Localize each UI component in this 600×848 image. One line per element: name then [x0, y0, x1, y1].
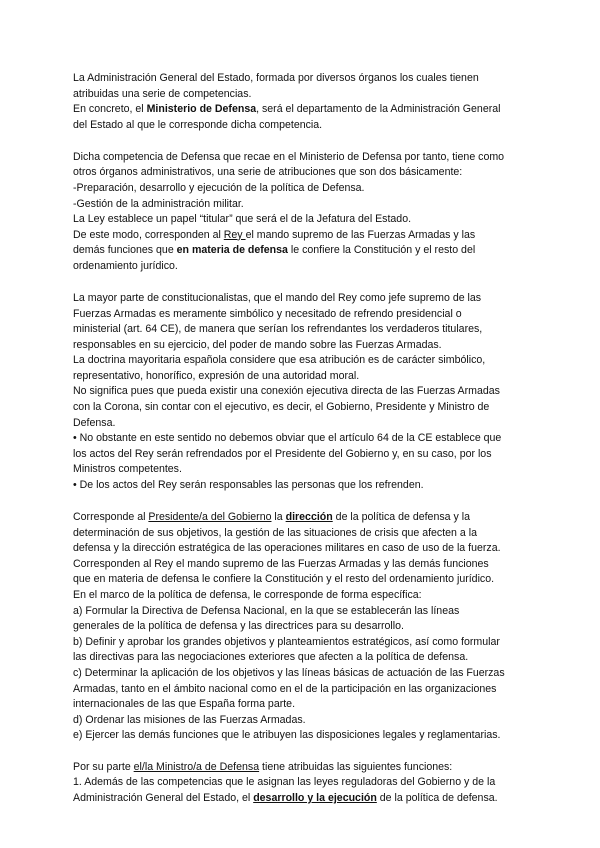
paragraph-gap [73, 494, 533, 510]
paragraph-presidente [73, 510, 533, 744]
text-line: internacionales de las que España forma parte. [73, 698, 296, 711]
text-line: del Estado al que le corresponde dicha competencia. [73, 118, 323, 131]
document-page [73, 71, 533, 806]
list-item-line: e) Ejercer las demás funciones que le atribuyen las disposiciones legales y reglamentarias. [73, 729, 501, 742]
list-item-line: c) Determinar la aplicación de los objetivos y las líneas básicas de actuación de las Fuerzas [73, 666, 505, 679]
paragraph-administracion [73, 71, 533, 133]
text-line: La doctrina mayoritaria española considere que esa atribución es de carácter simbólico, [73, 354, 486, 367]
text-line: -Gestión de la administración militar. [73, 197, 244, 210]
text-line: con la Corona, sin contar con el ejecutivo, es decir, el Gobierno, Presidente y Ministro de [73, 401, 490, 414]
text-run: la [271, 511, 286, 524]
paragraph-gap [73, 744, 533, 760]
underlined-presidente: Presidente/a del Gobierno [148, 511, 272, 524]
text-run: le confiere la Constitución y el resto del [287, 244, 476, 257]
bold-underlined-direccion: dirección [285, 511, 333, 524]
text-run: de la política de defensa y la [332, 511, 470, 524]
text-run: En concreto, el [73, 103, 147, 116]
list-item-line: 1. Además de las competencias que le asignan las leyes reguladoras del Gobierno y de la [73, 776, 496, 789]
bold-materia-defensa: en materia de defensa [176, 244, 288, 257]
paragraph-ministro [73, 760, 533, 807]
text-line: los actos del Rey serán refrendados por el Presidente del Gobierno y, en su caso, por los [73, 447, 492, 460]
list-item-line: d) Ordenar las misiones de las Fuerzas Armadas. [73, 713, 306, 726]
text-line [73, 243, 533, 259]
text-line: La Administración General del Estado, formada por diversos órganos los cuales tienen [73, 72, 479, 84]
text-line: La Ley establece un papel “titular” que será el de la Jefatura del Estado. [73, 213, 412, 226]
bold-ministerio-defensa: Ministerio de Defensa [146, 103, 257, 116]
paragraph-gap [73, 133, 533, 149]
list-item-line: b) Definir y aprobar los grandes objetivos y planteamientos estratégicos, así como formular [73, 635, 500, 648]
text-line: ministerial (art. 64 CE), de manera que serían los refrendantes los verdaderos titulares, [73, 323, 483, 336]
text-run: de la política de defensa. [376, 791, 498, 804]
text-run: , será el departamento de la Administración General [256, 103, 501, 116]
text-run: Por su parte [73, 760, 134, 773]
text-line: En el marco de la política de defensa, le corresponde de forma específica: [73, 588, 422, 601]
paragraph-gap [73, 275, 533, 291]
text-line [73, 510, 533, 526]
text-run: demás funciones que [73, 244, 177, 257]
text-line: ordenamiento jurídico. [73, 259, 178, 272]
underlined-rey: Rey [223, 228, 246, 241]
text-run: Corresponde al [73, 511, 149, 524]
paragraph-constitucionalistas [73, 291, 533, 494]
text-line: responsables en su ejercicio, del poder de mando sobre las Fuerzas Armadas. [73, 338, 442, 351]
text-line: -Preparación, desarrollo y ejecución de la política de Defensa. [73, 181, 365, 194]
text-line [73, 228, 533, 244]
bullet-line: • De los actos del Rey serán responsables las personas que los refrenden. [73, 479, 424, 492]
text-line: determinación de sus objetivos, la gestión de las situaciones de crisis que afecten a la [73, 526, 477, 539]
text-run: el mando supremo de las Fuerzas Armadas y las [245, 228, 476, 241]
list-item-line: a) Formular la Directiva de Defensa Nacional, en la que se establecerán las líneas [73, 604, 460, 617]
text-line [73, 791, 533, 807]
text-line [73, 760, 533, 776]
text-line: Ministros competentes. [73, 463, 182, 476]
text-line: otros órganos administrativos, una serie de atribuciones que son dos básicamente: [73, 166, 463, 179]
underlined-ministro: el/la Ministro/a de Defensa [133, 760, 260, 773]
bullet-line: • No obstante en este sentido no debemos obviar que el artículo 64 de la CE establece que [73, 432, 502, 445]
text-line: Corresponden al Rey el mando supremo de las Fuerzas Armadas y las demás funciones [73, 557, 489, 570]
bold-underlined-desarrollo: desarrollo y la ejecución [253, 791, 377, 804]
text-run: tiene atribuidas las siguientes funciones: [259, 760, 453, 773]
text-line: las directivas para las negociaciones exteriores que afecten a la política de defensa. [73, 651, 469, 664]
text-line [73, 102, 533, 118]
text-line: No significa pues que pueda existir una conexión ejecutiva directa de las Fuerzas Armadas [73, 385, 500, 398]
text-line: atribuidas una serie de competencias. [73, 87, 252, 100]
text-line: generales de la política de defensa y las directrices para su desarrollo. [73, 620, 404, 633]
text-line: Defensa. [73, 416, 116, 429]
text-line: que en materia de defensa le confiere la Constitución y el resto del ordenamiento jurídico. [73, 573, 495, 586]
text-run: Administración General del Estado, el [73, 791, 254, 804]
text-line: La mayor parte de constitucionalistas, que el mando del Rey como jefe supremo de las [73, 291, 482, 304]
text-line: Armadas, tanto en el ámbito nacional como en el de la participación en las organizaciones [73, 682, 497, 695]
text-line: Fuerzas Armadas es meramente simbólico y necesitado de refrendo presidencial o [73, 307, 462, 320]
text-line: representativo, honorífico, expresión de una autoridad moral. [73, 369, 360, 382]
text-run: De este modo, corresponden al [73, 228, 224, 241]
text-line: defensa y la dirección estratégica de las operaciones militares en caso de uso de la fuerza. [73, 542, 501, 555]
text-line: Dicha competencia de Defensa que recae en el Ministerio de Defensa por tanto, tiene como [73, 150, 505, 163]
paragraph-competencia [73, 150, 533, 275]
